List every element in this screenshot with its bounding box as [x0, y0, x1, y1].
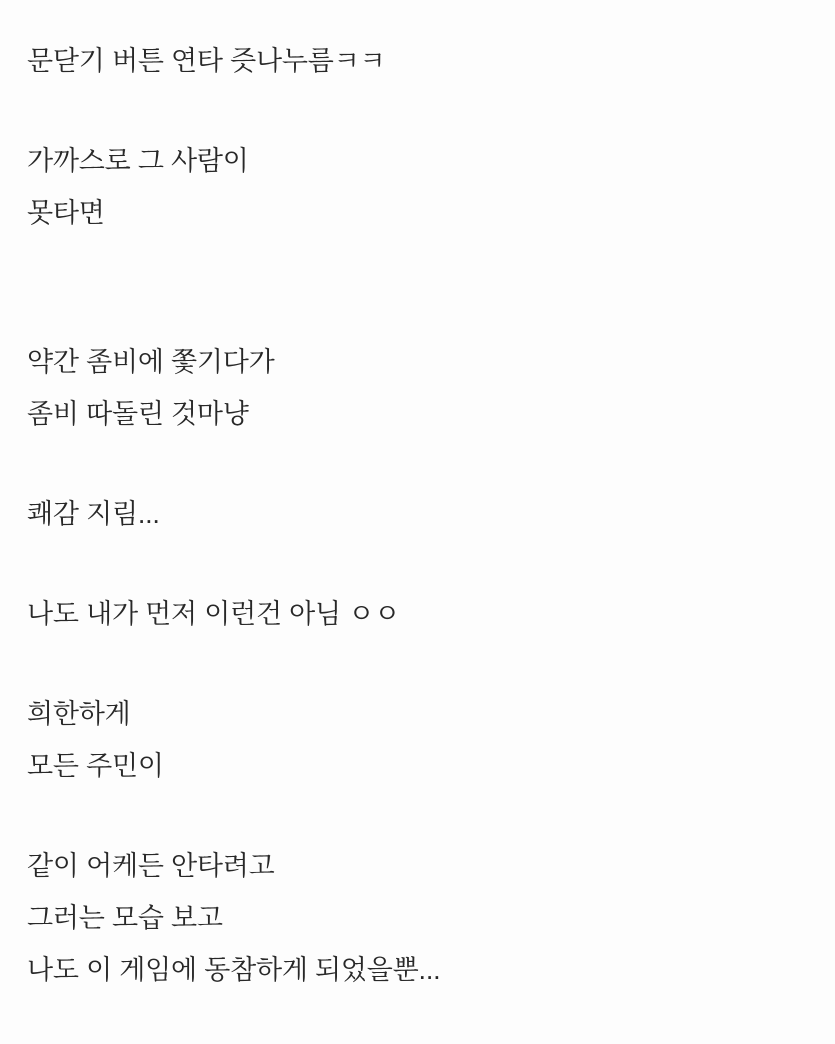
text-line: 같이 어케든 안타려고: [27, 851, 275, 881]
text-line: 약간 좀비에 쫓기다가: [27, 347, 275, 377]
text-line: 그러는 모습 보고: [27, 903, 223, 933]
paragraph: [27, 488, 811, 540]
paragraph: [27, 840, 811, 996]
text-line: 나도 내가 먼저 이런건 아님 ㅇㅇ: [27, 599, 400, 629]
text-line: 좀비 따돌린 것마냥: [27, 399, 249, 429]
text-line: 쾌감 지림...: [27, 499, 160, 529]
text-line: 문닫기 버튼 연타 즛나누름ㅋㅋ: [27, 46, 386, 76]
text-line: 가까스로 그 사람이: [27, 146, 249, 176]
paragraph: [27, 688, 811, 792]
paragraph: [27, 135, 811, 239]
paragraph: [27, 588, 811, 640]
text-line: 못타면: [27, 198, 105, 228]
paragraph: [27, 35, 811, 87]
text-line: 희한하게: [27, 699, 131, 729]
paragraph: [27, 336, 811, 440]
text-line: 나도 이 게임에 동참하게 되었을뿐...: [27, 955, 441, 985]
text-line: 모든 주민이: [27, 751, 164, 781]
